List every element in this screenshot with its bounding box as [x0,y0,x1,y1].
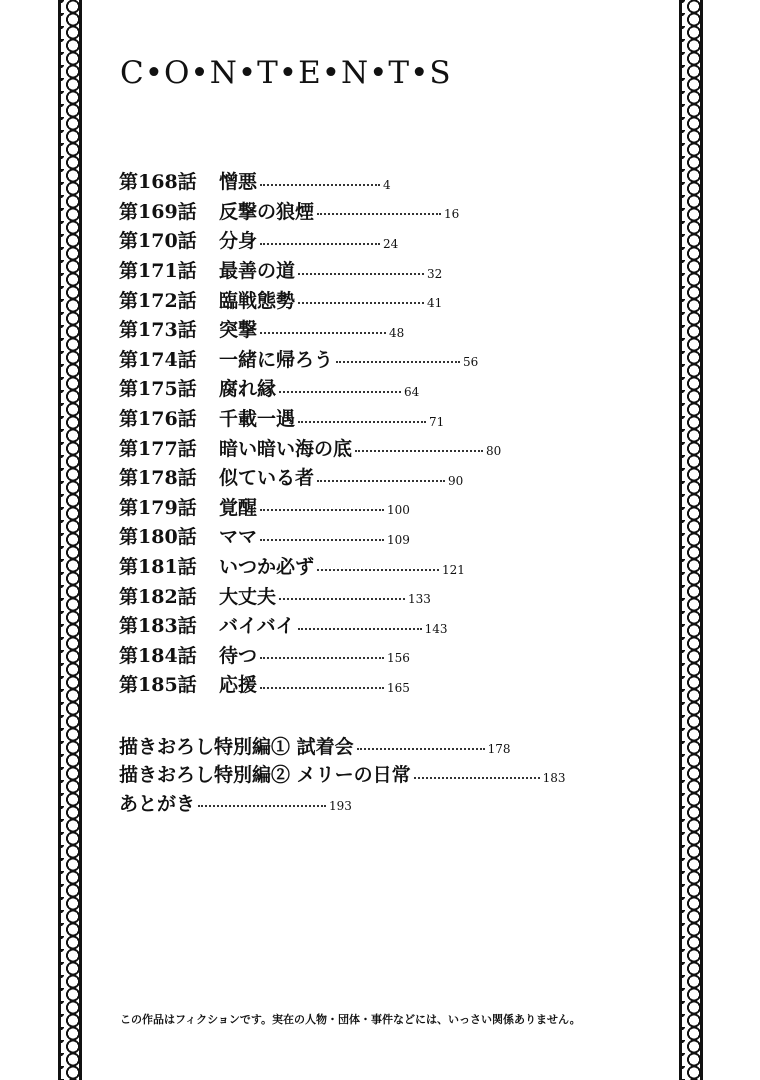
chapter-title: 千載一遇 [219,408,296,431]
chapter-number: 第184話 [119,644,197,667]
chapter-title: 反撃の狼煙 [219,200,315,223]
chapter-title: 突撃 [219,319,258,342]
chapter-title: 最善の道 [219,260,296,283]
chapter-number: 第177話 [119,437,197,460]
chapter-row [119,462,639,492]
dot-leader [298,628,422,630]
chapter-title: ママ [219,526,258,549]
extra-row [119,731,639,760]
dot-leader [279,598,405,600]
page-number: 90 [448,473,464,488]
chapter-row [119,344,639,374]
dot-leader [298,421,426,423]
page-number: 16 [444,207,460,222]
chapter-title: 暗い暗い海の底 [219,437,353,460]
dot-leader [355,450,483,452]
chapter-title: 分身 [219,230,258,253]
chapter-row [119,640,639,670]
page-number: 41 [427,296,443,311]
chapter-row [119,284,639,314]
extra-row [119,760,639,789]
extra-title: 描きおろし特別編② メリーの日常 [119,764,411,787]
dot-leader [317,569,439,571]
dot-leader [336,361,460,363]
chapter-row [119,314,639,344]
extra-row [119,788,639,817]
chapter-number: 第180話 [119,526,197,549]
extras-list [119,731,639,817]
dot-leader [260,184,380,186]
dot-leader [317,213,441,215]
page-number: 143 [424,621,448,636]
chapter-title: 覚醒 [219,496,258,519]
contents-title: C•O•N•T•E•N•T•S [120,55,452,91]
page-number: 133 [408,592,431,607]
chapter-number: 第170話 [119,230,197,253]
chapter-row [119,432,639,462]
chapter-row [119,610,639,640]
dot-leader [198,805,326,807]
page-number: 121 [442,562,465,577]
chapter-number: 第183話 [119,615,197,638]
page-number: 156 [387,651,410,666]
chapter-title: 臨戦態勢 [219,289,296,312]
chapter-row [119,580,639,610]
dot-leader [298,273,424,275]
dot-leader [260,687,384,689]
page-number: 109 [387,532,410,547]
chapter-number: 第168話 [119,171,197,194]
chapter-number: 第174話 [119,348,197,371]
chapter-row [119,225,639,255]
chapter-row [119,255,639,285]
page-number: 48 [389,325,405,340]
fiction-disclaimer: この作品はフィクションです。実在の人物・団体・事件などには、いっさい関係ありません。 [120,1013,581,1026]
page-number: 56 [463,355,479,370]
page-number: 4 [383,177,391,192]
page-number: 165 [387,680,410,695]
dot-leader [260,243,380,245]
chapter-number: 第182話 [119,585,197,608]
chapter-number: 第173話 [119,319,197,342]
chapter-row [119,403,639,433]
chapter-title: 待つ [219,644,258,667]
chapter-row [119,492,639,522]
extra-title: 描きおろし特別編① 試着会 [119,735,354,758]
page-number: 64 [404,384,420,399]
chapter-title: 似ている者 [219,467,315,490]
chapter-row [119,373,639,403]
dot-leader [414,777,540,779]
chapter-row [119,166,639,196]
chapter-title: 大丈夫 [219,585,277,608]
dot-leader [357,748,485,750]
page-number: 183 [542,770,566,785]
chapter-number: 第175話 [119,378,197,401]
page-number: 193 [329,799,352,814]
dot-leader [260,509,384,511]
page-number: 178 [487,742,511,757]
page-number: 71 [429,414,445,429]
chapter-row [119,551,639,581]
dot-leader [260,657,384,659]
dot-leader [279,391,401,393]
dot-leader [298,302,424,304]
chapter-number: 第179話 [119,496,197,519]
dot-leader [317,480,445,482]
chapter-title: いつか必ず [219,556,315,579]
page-number: 32 [427,266,443,281]
chapter-number: 第176話 [119,408,197,431]
chapter-number: 第181話 [119,556,197,579]
dot-leader [260,332,386,334]
page-number: 100 [387,503,410,518]
chapter-row [119,669,639,699]
dot-leader [260,539,384,541]
chapter-number: 第185話 [119,674,197,697]
chapter-title: 憎悪 [219,171,258,194]
chapter-title: バイバイ [219,615,295,638]
decorative-border-right [679,0,703,1080]
chapter-list [119,166,639,699]
chapter-number: 第171話 [119,260,197,283]
chapter-number: 第178話 [119,467,197,490]
chapter-title: 腐れ縁 [219,378,277,401]
page-number: 24 [383,236,399,251]
chapter-number: 第172話 [119,289,197,312]
chapter-title: 一緒に帰ろう [219,348,334,371]
chapter-title: 応援 [219,674,258,697]
chapter-row [119,521,639,551]
extra-title: あとがき [119,792,196,815]
chapter-number: 第169話 [119,200,197,223]
page-number: 80 [486,444,502,459]
decorative-border-left [58,0,82,1080]
chapter-row [119,196,639,226]
